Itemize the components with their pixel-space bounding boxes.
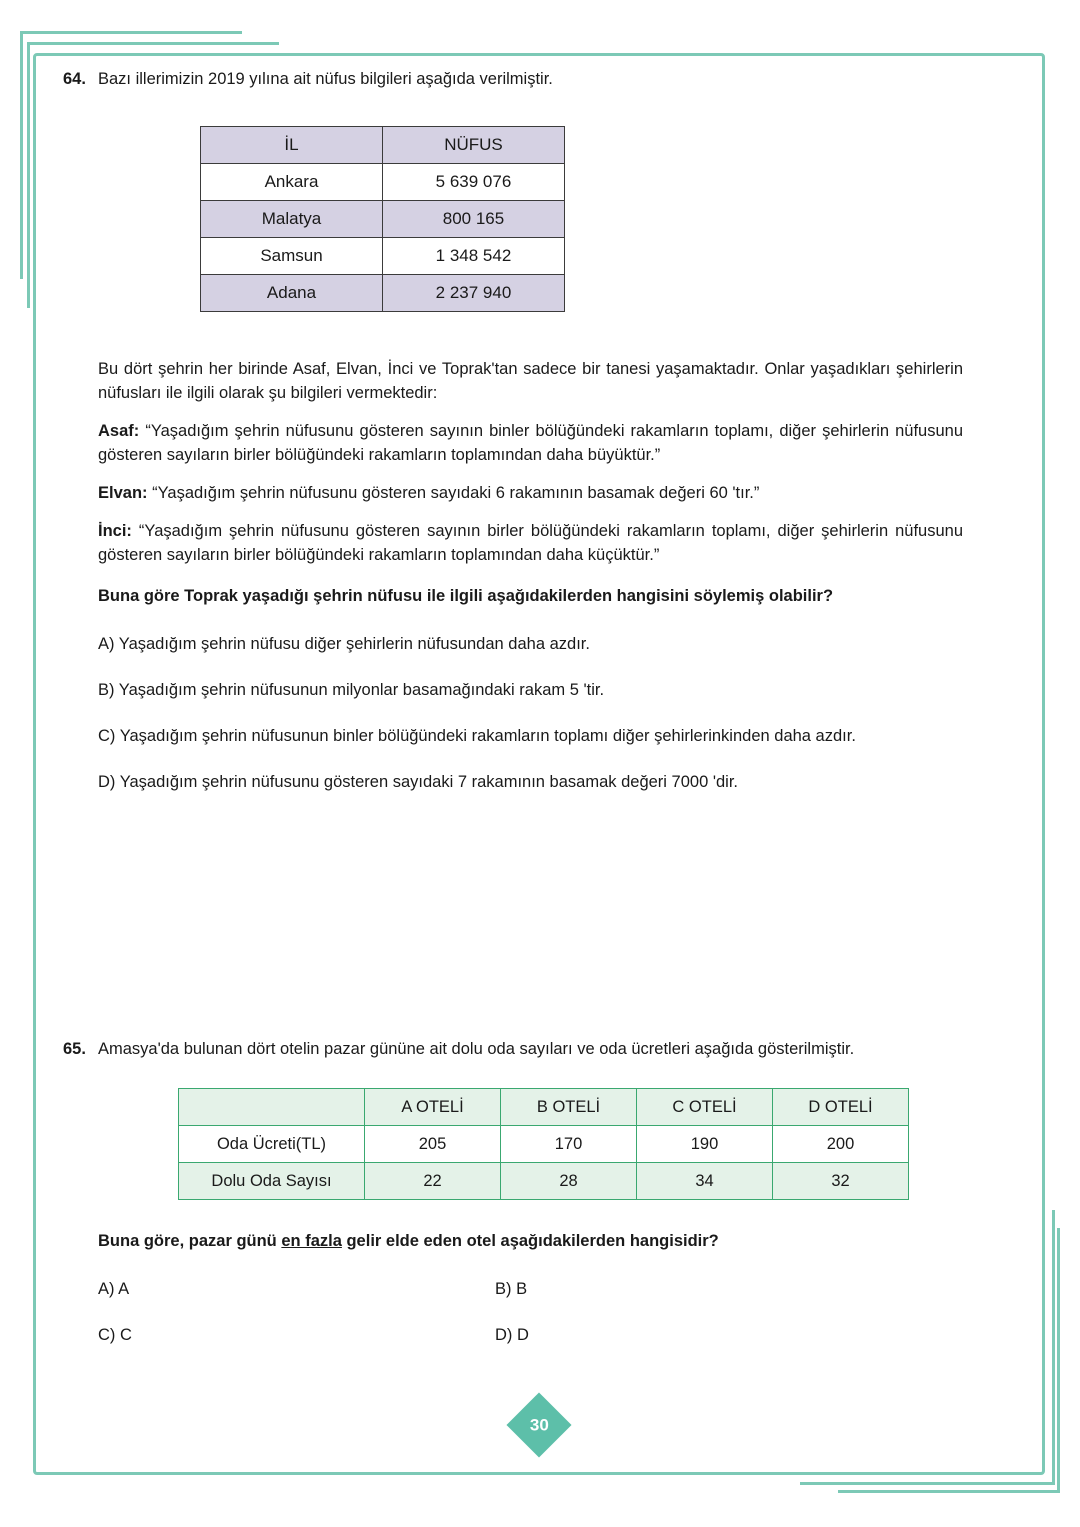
prompt-part-before: Buna göre, pazar günü — [98, 1232, 282, 1250]
cell-city: Malatya — [201, 201, 383, 238]
hotel-table — [178, 1088, 909, 1200]
column-header-hotel-c: C OTELİ — [637, 1089, 773, 1126]
question-65-option-c[interactable]: C) C — [98, 1325, 132, 1344]
question-64-number: 64. — [63, 70, 86, 88]
page-number-badge — [506, 1392, 571, 1457]
cell-city: Adana — [201, 275, 383, 312]
cell-population: 1 348 542 — [383, 238, 565, 275]
table-header-row — [201, 127, 565, 164]
cell-population: 2 237 940 — [383, 275, 565, 312]
cell-room-price: 190 — [637, 1126, 773, 1163]
question-64-option-d[interactable]: D) Yaşadığım şehrin nüfusunu gösteren sayıdaki 7 rakamının basamak değeri 7000 'dir. — [98, 772, 738, 791]
statement-text: “Yaşadığım şehrin nüfusunu gösteren sayının birler bölüğündeki rakamların toplamı, diğer şehirlerin nüfusunu gösteren sayıların birler bölüğündeki rakamların toplamından daha küçüktür.” — [98, 521, 964, 564]
question-65-option-a[interactable]: A) A — [98, 1279, 130, 1298]
question-65-prompt-and-options — [63, 1230, 963, 1348]
table-row — [201, 201, 565, 238]
column-header-hotel-d: D OTELİ — [773, 1089, 909, 1126]
question-64-body — [63, 358, 963, 567]
cell-population: 5 639 076 — [383, 164, 565, 201]
statement-speaker: İnci: — [98, 521, 132, 540]
cell-city: Samsun — [201, 238, 383, 275]
table-row — [179, 1163, 909, 1200]
statement-text: “Yaşadığım şehrin nüfusunu gösteren sayının binler bölüğündeki rakamların toplamı, diğer şehirlerin nüfusunu gösteren sayıların birler bölüğündeki rakamların toplamından daha büyüktür.” — [98, 421, 963, 464]
statement-speaker: Elvan: — [98, 483, 148, 502]
question-64-prompt-and-options — [63, 585, 963, 795]
cell-city: Ankara — [201, 164, 383, 201]
table-header-row — [179, 1089, 909, 1126]
cell-population: 800 165 — [383, 201, 565, 238]
question-65-option-d[interactable]: D) D — [495, 1325, 529, 1344]
question-64-option-b[interactable]: B) Yaşadığım şehrin nüfusunun milyonlar basamağındaki rakam 5 'tir. — [98, 680, 605, 699]
cell-room-price: 205 — [365, 1126, 501, 1163]
cell-occupied-rooms: 22 — [365, 1163, 501, 1200]
question-65-prompt — [98, 1230, 963, 1254]
column-header-city: İL — [201, 127, 383, 164]
statement-inci — [98, 520, 963, 568]
column-header-hotel-a: A OTELİ — [365, 1089, 501, 1126]
table-row — [179, 1126, 909, 1163]
question-65-intro: Amasya'da bulunan dört otelin pazar gününe ait dolu oda sayıları ve oda ücretleri aşağıda gösterilmiştir. — [98, 1040, 855, 1058]
question-65-number: 65. — [63, 1040, 86, 1058]
population-table — [200, 126, 565, 312]
column-header-population: NÜFUS — [383, 127, 565, 164]
statement-elvan — [98, 482, 963, 506]
question-64-intro: Bazı illerimizin 2019 yılına ait nüfus bilgileri aşağıda verilmiştir. — [98, 70, 553, 88]
cell-occupied-rooms: 32 — [773, 1163, 909, 1200]
statement-asaf — [98, 420, 963, 468]
prompt-part-after: gelir elde eden otel aşağıdakilerden hangisidir? — [341, 1232, 719, 1250]
row-header-occupied-rooms: Dolu Oda Sayısı — [179, 1163, 365, 1200]
row-header-room-price: Oda Ücreti(TL) — [179, 1126, 365, 1163]
cell-occupied-rooms: 34 — [637, 1163, 773, 1200]
question-65-option-b[interactable]: B) B — [495, 1279, 528, 1298]
table-corner-cell — [179, 1089, 365, 1126]
cell-room-price: 200 — [773, 1126, 909, 1163]
question-64-option-a[interactable]: A) Yaşadığım şehrin nüfusu diğer şehirlerin nüfusundan daha azdır. — [98, 634, 590, 653]
statement-speaker: Asaf: — [98, 421, 140, 440]
table-row — [201, 238, 565, 275]
question-64-prompt: Buna göre Toprak yaşadığı şehrin nüfusu ile ilgili aşağıdakilerden hangisini söylemiş olabilir? — [98, 587, 834, 605]
question-64-option-c[interactable]: C) Yaşadığım şehrin nüfusunun binler bölüğündeki rakamların toplamı diğer şehirlerinkinden daha azdır. — [98, 726, 856, 745]
statement-text: “Yaşadığım şehrin nüfusunu gösteren sayıdaki 6 rakamının basamak değeri 60 'tır.” — [152, 483, 760, 502]
page-number-label: 30 — [529, 1414, 549, 1434]
question-64-paragraph: Bu dört şehrin her birinde Asaf, Elvan, İnci ve Toprak'tan sadece bir tanesi yaşamaktadır. Onlar yaşadıkları şehirlerin nüfusları ile ilgili olarak şu bilgileri vermektedir: — [98, 360, 963, 402]
question-65-options — [98, 1278, 963, 1348]
question-64-header — [63, 68, 963, 92]
table-row — [201, 164, 565, 201]
column-header-hotel-b: B OTELİ — [501, 1089, 637, 1126]
question-65-header — [63, 1038, 963, 1062]
cell-occupied-rooms: 28 — [501, 1163, 637, 1200]
prompt-emphasis: en fazla — [281, 1232, 342, 1250]
table-row — [201, 275, 565, 312]
cell-room-price: 170 — [501, 1126, 637, 1163]
